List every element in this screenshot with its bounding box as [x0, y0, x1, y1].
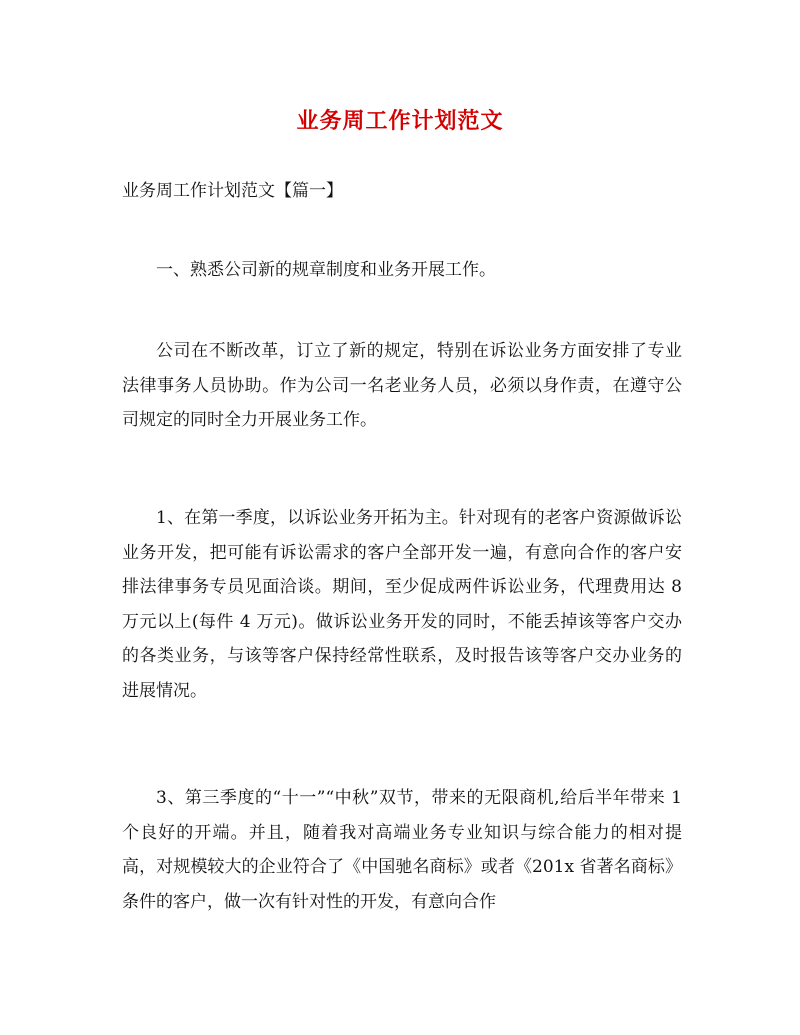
paragraph-1: 一、熟悉公司新的规章制度和业务开展工作。	[156, 260, 496, 280]
paragraph-3: 1、在第一季度，以诉讼业务开拓为主。针对现有的老客户资源做诉讼业务开发，把可能有诉讼需求的客户全部开发一遍，有意向合作的客户安排法律事务专员见面洽谈。期间，至少促成两件诉讼业务，代理费用达 8 万元以上(每件 4 万元)。做诉讼业务开发的同时，不能丢掉该等客户交办的各类业务，与该等客户保持经常性联系，及时报告该等客户交办业务的进展情况。	[122, 508, 682, 701]
paragraph-2: 公司在不断改革，订立了新的规定，特别在诉讼业务方面安排了专业法律事务人员协助。作为公司一名老业务人员，必须以身作责，在遵守公司规定的同时全力开展业务工作。	[122, 341, 682, 430]
section-heading: 业务周工作计划范文【篇一】	[122, 181, 343, 201]
paragraph-4: 3、第三季度的“十一”“中秋”双节，带来的无限商机,给后半年带来 1 个良好的开端。并且，随着我对高端业务专业知识与综合能力的相对提高，对规模较大的企业符合了《中国驰名商标》或者《201x 省著名商标》条件的客户，做一次有针对性的开发，有意向合作	[122, 788, 682, 912]
document-title: 业务周工作计划范文	[296, 108, 504, 134]
